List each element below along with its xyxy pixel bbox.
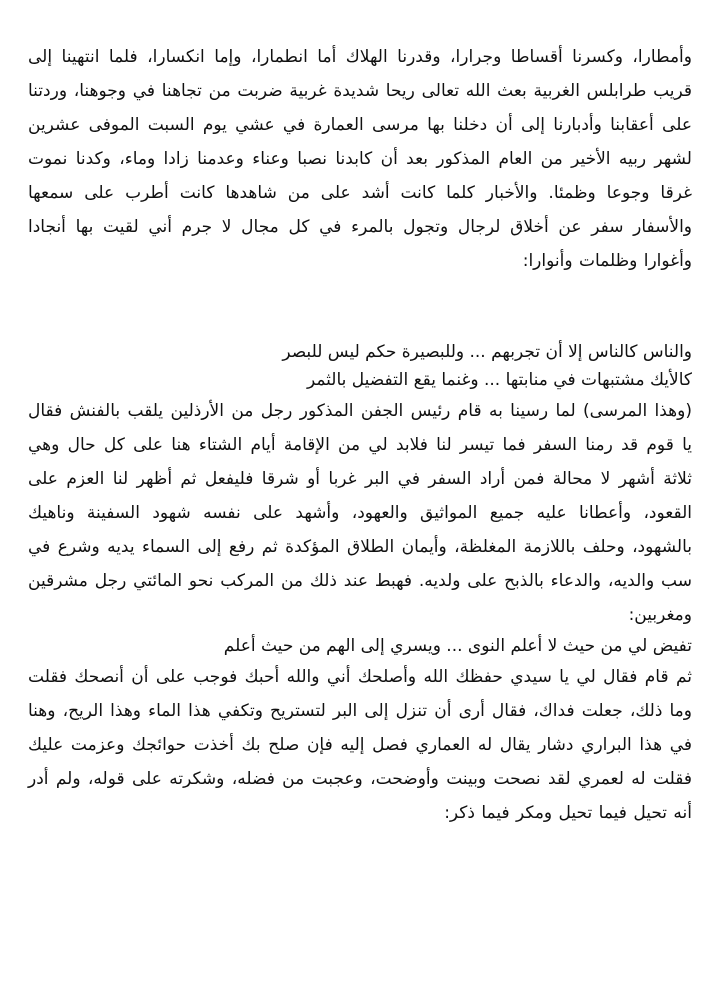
- paragraph-3: ثم قام فقال لي يا سيدي حفظك الله وأصلحك أني والله أحبك فوجب على أن أنصحك فقلت وما ذلك، جعلت فداك، فقال أرى أن تنزل إلى البر لتستريح وتكفي هذا الماء وهذا الريح، وهنا في هذا البراري دشار يقال له العماري فصل إليه فإن صلح بك أخذت حوائجك وعزمت عليك فقلت له لعمري لقد نصحت وبينت وأوضحت، وعجبت من فضله، وشكرته على قوله، ولم أدر أنه تحيل فيما تحيل ومكر فيما ذكر:: [28, 667, 692, 823]
- paragraph-1: وأمطارا، وكسرنا أقساطا وجرارا، وقدرنا الهلاك أما انطمارا، وإما انكسارا، فلما انتهينا إلى قريب طرابلس الغربية بعث الله تعالى ريحا شديدة غربية ضربت من تجاهنا في وجوهنا، وردتنا على أعقابنا وأدبارنا إلى أن دخلنا بها مرسى العمارة في عشي يوم السبت الموفى عشرين لشهر ربيه الأخير من العام المذكور بعد أن كابدنا نصبا وعناء وعدمنا زادا وماء، وكدنا نموت غرقا وجوعا وظمئا. والأخبار كلما كانت أشد على من شاهدها كانت أطرب على سمعها والأسفار سفر عن أخلاق لرجال وتجول بالمرء في كل مجال لا جرم أني لقيت بها أنجادا وأغوارا وظلمات وأنوارا:: [28, 47, 692, 271]
- verse-line-2: كالأيك مشتبهات في منابتها ... وغنما يقع التفضيل بالثمر: [306, 370, 692, 390]
- verse-line-1: والناس كالناس إلا أن تجربهم ... وللبصيرة حكم ليس للبصر: [282, 342, 692, 362]
- paragraph-gap: [28, 278, 692, 338]
- paragraph-2: (وهذا المرسى) لما رسينا به قام رئيس الجفن المذكور رجل من الأرذلين يلقب بالفنش فقال يا قوم قد رمنا السفر فما تيسر لنا فلابد لي من الإقامة أيام الشتاء هنا على كل حال وهي ثلاثة أشهر لا محالة فمن أراد السفر في البر غربا أو شرقا فليفعل ثم أظهر لنا العزم على القعود، وأعطانا عليه جميع المواثيق والعهود، وأشهد على نفسه شهود السفينة وناهيك بالشهود، وحلف باللازمة المغلظة، وأيمان الطلاق المؤكدة ثم رفع إلى السماء يديه وشرع في سب والديه، والدعاء بالذبح على ولديه. فهبط عند ذلك من المركب نحو المائتي رجل مشرقين ومغربين:: [28, 401, 692, 625]
- verse-line-3: تفيض لي من حيث لا أعلم النوى ... ويسري إلى الهم من حيث أعلم: [223, 636, 692, 656]
